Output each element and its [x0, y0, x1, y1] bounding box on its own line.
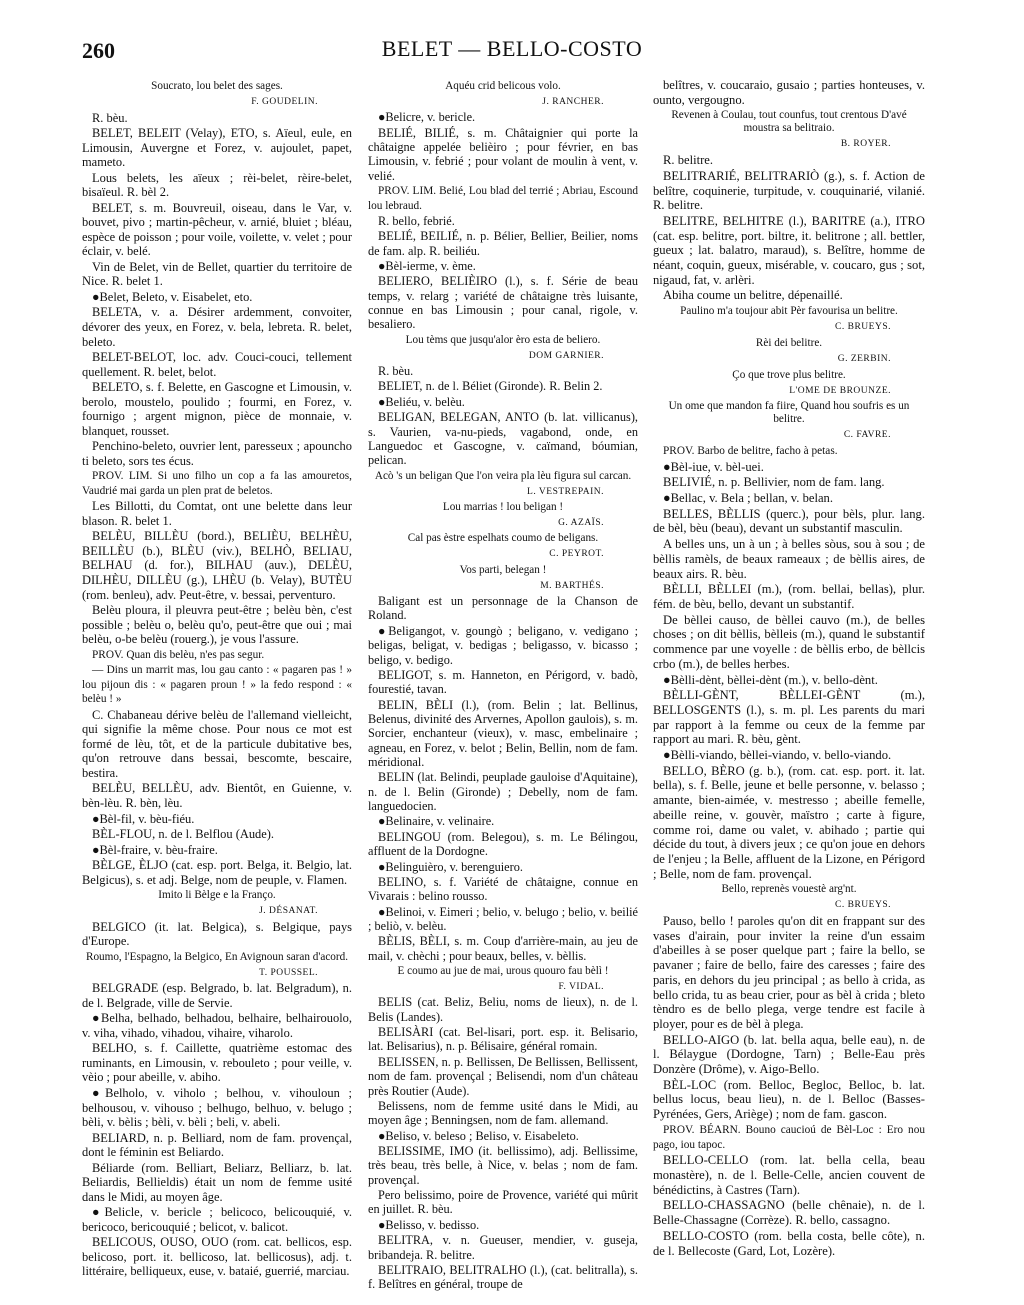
dictionary-entry: BELLO, BÈRO (g. b.), (rom. cat. esp. port. it. lat. bella), s. f. Belle, jeune et belle personne, v. belasso ; amante, bien-aimée, v. mestresso ; abeille femelle, abeille reine, v. gouvèr, maïstro ; carte à figure, comme roi, dame ou valet, v. abihado ; partie qui décide du tout, à divers jeux ; ce qu'on joue en dehors de l'enjeu ; la Belle, affluent de la Lizone, en Périgord ; Belle, nom de fam. provençal.	[653, 763, 926, 881]
citation-quote: Ço que trove plus belitre.	[732, 368, 846, 381]
citation-author: J. RANCHER.	[542, 97, 604, 107]
dictionary-entry: Lous belets, les aïeux ; rèi-belet, rèire-belet, bisaïeul. R. bèl 2.	[82, 170, 352, 200]
dictionary-entry: BELLO-COSTO (rom. bella costa, belle côte), n. de l. Bellecoste (Gard, Lot, Lozère).	[653, 1228, 925, 1258]
dictionary-entry: BELGRADE (esp. Belgrado, b. lat. Belgradum), n. de l. Belgrade, ville de Servie.	[82, 981, 352, 1010]
dictionary-entry: BELIN (lat. Belindi, peuplade gauloise d'Aquitaine), n. de l. Belin (Gironde) ; Debelly, nom de fam. languedocien.	[368, 770, 638, 814]
citation-author: F. GOUDELIN.	[251, 97, 318, 107]
dictionary-entry: BELIN, BÈLI (l.), (rom. Belin ; lat. Bellinus, Belenus, divinité des Arvernes, Apollon gaulois), s. m. Sorcier, enchanteur (vieux), v. masc, embelinaire ; agneau, en Forez, v. belot ; Belin, Bellin, nom de fam. méridional.	[368, 697, 638, 770]
citation-author: G. ZERBIN.	[837, 353, 891, 364]
dictionary-entry: R. belitre.	[663, 153, 714, 168]
dictionary-entry: BÈLLI, BÈLLEI (m.), (rom. bellai, bellas), plur. fém. de bèu, bello, devant un substantif.	[653, 582, 925, 611]
dictionary-entry: BÈLLI-GÈNT, BÈLLEI-GÈNT (m.), BELLOSGENTS (l.), s. m. pl. Les parents du mari par rapport à la femme ou ceux de la femme par rapport au mari. R. bèu, gènt.	[653, 688, 925, 747]
dictionary-entry: BELIÉ, BEILIÉ, n. p. Bélier, Bellier, Beilier, noms de fam. alp. R. beiliéu.	[368, 229, 638, 258]
dictionary-entry: De bèllei causo, de bèllei cauvo (m.), de belles choses ; on dit bèllis, bèlleis (m.), quand le substantif commence par une voyelle : de bèllis erbo, de bèllcis crbo (m.), de belles herbes.	[653, 612, 925, 671]
dictionary-entry: ●Belha, belhado, belhadou, belhaire, belhairouolo, v. viha, vihado, vihadou, vihaire, viharolo.	[82, 1011, 352, 1040]
dictionary-entry: Penchino-beleto, ouvrier lent, paresseux ; apouncho ti beleto, sors tes écus.	[82, 439, 352, 468]
dictionary-entry: ●Bèl-fil, v. bèu-fiéu.	[92, 811, 195, 826]
dictionary-entry: ●Belholo, v. viholo ; belhou, v. vihouloun ; belhousou, v. vihouso ; belhugo, belhuo, v. belugo ; bèli, v. bèlis ; bèli, v. bèli ; beli, v. abeli.	[82, 1086, 352, 1130]
citation-quote: Revenen à Coulau, tout counfus, tout crentous D'avé moustra sa belitraio.	[671, 109, 907, 135]
citation-author: T. POUSSEL.	[259, 967, 318, 978]
citation-quote: Aquéu crid belicous volo.	[445, 80, 561, 92]
dictionary-entry: ●Bèl-fraire, v. bèu-fraire.	[92, 842, 218, 857]
dictionary-entry: BELISÀRI (cat. Bel-lisari, port. esp. it. Belisario, lat. Belisarius), n. p. Bélisaire, général romain.	[368, 1025, 638, 1054]
dictionary-entry: BELIVIÉ, n. p. Bellivier, nom de fam. lang.	[663, 475, 885, 490]
dictionary-entry: A belles uns, un à un ; à belles sòus, sou à sou ; de bèllis ramèls, de beaux rameaux ; de bèllis aires, de beaux airs. R. bèu.	[653, 537, 925, 581]
dictionary-entry: BELIGAN, BELEGAN, ANTO (b. lat. villicanus), s. Vaurien, va-nu-pieds, vagabond, onde, en Languedoc et Gascogne, v. caïmand, bóumian, pelican.	[368, 410, 638, 468]
dictionary-entry: BELGICO (it. lat. Belgica), s. Belgique, pays d'Europe.	[82, 919, 352, 949]
dictionary-entry: ●Beligangot, v. goungò ; beligano, v. vedigano ; beligas, beligat, v. bedigas ; beligasso, v. bicasso ; beligo, v. bedigo.	[368, 623, 638, 667]
dictionary-entry: Abiha coume un belitre, dépenaillé.	[663, 288, 843, 303]
dictionary-entry: BELLES, BÈLLIS (querc.), pour bèls, plur. lang. de bèl, bèu (beau), devant un substantif masculin.	[653, 506, 925, 536]
citation-quote: Cal pas èstre espelhats coumo de beligans.	[407, 532, 599, 545]
dictionary-entry: Béliarde (rom. Belliart, Beliarz, Belliarz, b. lat. Beliardis, Bellieldis) était un nom de femme usité dans le Midi, au moyen âge.	[82, 1160, 352, 1204]
dictionary-entry: BELÈU, BELLÈU, adv. Bientôt, en Guienne, v. bèn-lèu. R. bèn, lèu.	[82, 781, 352, 810]
dictionary-entry: BELISSIME, IMO (it. bellissimo), adj. Bellissime, très beau, très belle, à Nice, v. belas ; nom de fam. provençal.	[368, 1144, 638, 1187]
dictionary-entry: BELIET, n. de l. Béliet (Gironde). R. Belin 2.	[378, 379, 603, 394]
dictionary-entry: ●Belisso, v. bedisso.	[378, 1217, 480, 1232]
citation-quote: Lou marrias ! lou beligan !	[442, 500, 564, 513]
dictionary-entry: ●Bèl-iue, v. bèl-uei.	[663, 459, 764, 474]
proverb: — Dins un marrit mas, lou gau canto : « pagaren pas ! » lou pijoun dis : « pagaren proun ! » la fedo respond : « belèu ! »	[82, 664, 352, 706]
dictionary-entry: BELINGOU (rom. Belegou), s. m. Le Bélingou, affluent de la Dordogne.	[368, 829, 638, 859]
dictionary-entry: BELITRAIO, BELITRALHO (l.), (cat. belitralla), s. f. Belîtres en général, troupe de	[368, 1262, 638, 1292]
citation-author: C. BRUEYS.	[835, 900, 891, 911]
proverb: PROV. Quan dis belèu, n'es pas segur.	[92, 648, 265, 661]
citation-author: L. VESTREPAIN.	[527, 486, 604, 497]
dictionary-entry: R. bello, febrié.	[378, 213, 455, 228]
dictionary-entry: ●Beliso, v. beleso ; Beliso, v. Eisabeleto.	[378, 1128, 579, 1143]
citation-author: DOM GARNIER.	[528, 350, 604, 361]
citation-author: C. BRUEYS.	[835, 322, 891, 333]
citation-author: B. ROYER.	[840, 139, 891, 150]
proverb: PROV. LIM. Belié, Lou blad del terrié ; Abriau, Escound lou lebraud.	[368, 185, 638, 212]
citation-author: J. DÉSANAT.	[259, 906, 318, 917]
dictionary-entry: R. bèu.	[92, 110, 128, 125]
dictionary-entry: BELIGOT, s. m. Hanneton, en Périgord, v. badò, fourestié, tavan.	[368, 667, 638, 697]
dictionary-entry: ●Belinoi, v. Eimeri ; belio, v. belugo ; belio, v. beilié ; beliò, v. belèu.	[368, 904, 638, 933]
dictionary-entry: BELITRA, v. n. Gueuser, mendier, v. guseja, bribandeja. R. belitre.	[368, 1233, 638, 1262]
citation-quote: Vos parti, belegan !	[459, 563, 547, 576]
dictionary-entry: Pero belissimo, poire de Provence, variété qui mûrit en juillet. R. bèu.	[368, 1188, 638, 1217]
citation-quote: Paulino m'a toujour abit Pèr favourisa un belitre.	[680, 305, 898, 318]
dictionary-entry: ●Bèlli-dènt, bèllei-dènt (m.), v. bello-dènt.	[663, 672, 878, 687]
dictionary-entry: BÈLGE, ÈLJO (cat. esp. port. Belga, it. Belgio, lat. Belgicus), s. et adj. Belge, nom de peuple, v. Flamen.	[82, 858, 352, 887]
dictionary-entry: BELITRARIÉ, BELITRARIÒ (g.), s. f. Action de belître, coquinerie, turpitude, v. couquinarié, vilanié. R. belitre.	[653, 168, 925, 213]
citation-quote: Un ome que mandon fa fiire, Quand hou soufris es un belitre.	[668, 400, 910, 426]
dictionary-entry: BÈL-FLOU, n. de l. Belflou (Aude).	[92, 827, 275, 842]
citation-quote: Roumo, l'Espagno, la Belgico, En Avignoun saran d'acord.	[85, 950, 349, 963]
dictionary-entry: ●Bellac, v. Bela ; bellan, v. belan.	[663, 491, 833, 506]
dictionary-entry: Belissens, nom de femme usité dans le Midi, au moyen âge ; Benningsen, nom de fam. allemand.	[368, 1098, 638, 1128]
dictionary-entry: ●Bèl-ierme, v. ème.	[378, 258, 476, 273]
dictionary-entry: BELETA, v. a. Désirer ardemment, convoiter, dévorer des yeux, en Forez, v. bela, lebreta. R. belet, beleto.	[82, 305, 352, 349]
citation-author: L'OME DE BROUNZE.	[789, 385, 891, 396]
citation-quote: Acò 's un beligan Que l'on veira pla lèu figura sul carcan.	[374, 469, 632, 482]
citation-quote: Rèi dei belitre.	[755, 336, 823, 349]
dictionary-entry: BELLO-AIGO (b. lat. bella aqua, belle eau), n. de l. Bélaygue (Dordogne, Tarn) ; Belle-Eau près Donzère (Drôme), v. Aigo-Bello.	[653, 1032, 925, 1077]
dictionary-entry: BELHO, s. f. Caillette, quatrième estomac des ruminants, en Limousin, v. rebouleto ; pour veille, v. vèio ; pour abeille, v. abiho.	[82, 1041, 352, 1085]
dictionary-entry: ●Belinaire, v. velinaire.	[378, 814, 495, 829]
dictionary-entry: Pauso, bello ! paroles qu'on dit en frappant sur des vases d'airain, pour inviter la reine d'un essaim d'abeilles à se poser quelque part ; faire la bello, se pavaner ; faire de bello, faire des caresses ; faire des paris, en dehors du jeu principal ; as bello à crida, as bello crida, tu as beau crier, pour as bèl à crida ; bleto tèndro es de bello plega, verge tendre est facile à ployer, pour es de bèl à plega.	[653, 914, 925, 1031]
dictionary-entry: BÈL-LOC (rom. Belloc, Begloc, Belloc, b. lat. bellus locus, beau lieu), n. de l. Belloc (Basses-Pyrénées, Gers, Ariège) ; nom de fam. gascon.	[653, 1077, 925, 1122]
dictionary-entry: BELLO-CHASSAGNO (belle chênaie), n. de l. Belle-Chassagne (Corrèze). R. bello, cassagno.	[653, 1198, 925, 1228]
dictionary-entry: Les Billotti, du Comtat, ont une belette dans leur blason. R. belet 1.	[82, 499, 352, 528]
dictionary-entry: ●Belinguièro, v. berenguiero.	[378, 859, 523, 874]
dictionary-entry: ●Belicle, v. bericle ; belicoco, belicouquié, v. bericoco, bericouquié ; belicot, v. balicot.	[82, 1205, 352, 1234]
dictionary-entry: C. Chabaneau dérive belèu de l'allemand vielleicht, qui signifie la même chose. Pour nous ce mot est formé de lèu, tôt, et de la particule dubitative bes, qu'on retrouve dans bessai, bescomte, bescaire, bestira.	[82, 707, 352, 780]
citation-quote: E coumo au jue de mai, urous quouro fau bèlì !	[397, 965, 609, 978]
dictionary-entry: ●Bèlli-viando, bèllei-viando, v. bello-viando.	[663, 748, 892, 763]
dictionary-entry: ●Belet, Beleto, v. Eisabelet, eto.	[92, 289, 253, 304]
dictionary-entry: ●Belicre, v. bericle.	[378, 110, 476, 125]
dictionary-entry: BELIÉ, BILIÉ, s. m. Châtaignier qui porte la châtaigne appelée belièiro ; pour février, en bas Limousin, v. febrié ; pour volant de moulin à vent, v. velié.	[368, 125, 638, 183]
citation-quote: Bello, reprenès vouestè arg'nt.	[721, 883, 857, 896]
column-left	[82, 78, 352, 1280]
dictionary-entry: BELET, s. m. Bouvreuil, oiseau, dans le Var, v. bouvet, pivo ; martin-pêcheur, v. arnié, bluiet ; bléau, espèce de poisson ; pour voile, voilette, v. velet ; pour éclair, v. belé.	[82, 200, 352, 259]
dictionary-entry: BELLO-CELLO (rom. lat. bella cella, beau monastère), n. de l. Belle-Celle, ancien couvent de bénédictins, à Castres (Tarn).	[653, 1153, 925, 1197]
citation-quote: Lou tèms que jusqu'alor èro esta de beliero.	[405, 333, 601, 346]
dictionary-entry: Belèu ploura, il pleuvra peut-être ; belèu bèn, c'est possible ; belèu o, belèu qu'o, peut-être que oui ; mai belèu, o-be belèu (rouerg.), je vous l'assure.	[82, 603, 352, 647]
dictionary-entry: belîtres, v. coucaraio, gusaio ; parties honteuses, v. ounto, vergougno.	[653, 78, 925, 107]
dictionary-entry: BELICOUS, OUSO, OUO (rom. cat. bellicos, esp. belicoso, port. it. bellicoso, lat. bellicosus), adj. t. littéraire, belliqueux, euse, v. bataié, guerrié, marciau.	[82, 1235, 352, 1279]
citation-author: C. PEYROT.	[549, 549, 604, 560]
dictionary-entry: BELINO, s. f. Variété de châtaigne, connue en Vivarais : belino rousso.	[368, 874, 638, 904]
dictionary-entry: BELISSEN, n. p. Bellissen, De Bellissen, Bellissent, nom de fam. provençal ; Belisendi, nom d'un château près Routier (Aude).	[368, 1054, 638, 1098]
citation-author: C. FAVRE.	[843, 430, 891, 441]
dictionary-entry: BELIERO, BELIÈIRO (l.), s. f. Série de beau temps, v. relarg ; variété de châtaigne très luisante, connue en bas Limousin ; pour canal, rigole, v. besaliero.	[368, 274, 638, 332]
dictionary-entry: BELIARD, n. p. Belliard, nom de fam. provençal, dont le féminin est Beliardo.	[82, 1130, 352, 1160]
proverb: PROV. Barbo de belitre, facho à petas.	[663, 444, 838, 457]
dictionary-entry: BELETO, s. f. Belette, en Gascogne et Limousin, v. berolo, moustelo, poulido ; fourmi, en Forez, v. fournigo ; argent mignon, pièce de monnaie, v. blanquet, rousset.	[82, 380, 352, 438]
dictionary-entry: R. bèu.	[378, 364, 414, 379]
dictionary-entry: BÈLIS, BÈLI, s. m. Coup d'arrière-main, au jeu de mail, v. chèchi ; pour beaux, belles, v. bèllis.	[368, 934, 638, 963]
dictionary-entry: BELIS (cat. Beliz, Beliu, noms de lieux), n. de l. Belis (Landes).	[368, 995, 638, 1024]
running-head: BELET — BELLO-COSTO	[381, 36, 643, 61]
column-middle	[368, 78, 638, 1293]
dictionary-entry: Baligant est un personnage de la Chanson de Roland.	[368, 594, 638, 623]
citation-quote: Imito li Bèlge e la Franço.	[158, 889, 276, 902]
dictionary-entry: BELET-BELOT, loc. adv. Couci-couci, tellement quellement. R. belet, belot.	[82, 350, 352, 379]
proverb: PROV. LIM. Si uno filho un cop a fa las amouretos, Vaudrié mai garda un plen prat de beletos.	[82, 470, 352, 497]
proverb: PROV. BÉARN. Bouno caucioú de Bèl-Loc : Ero nou pago, iou tapoc.	[653, 1123, 925, 1151]
dictionary-entry: BELITRE, BELHITRE (l.), BARITRE (a.), ITRO (cat. esp. belitre, port. biltre, it. belitrone ; all. bettler, gueux ; lat. balatro, maraud), s. Belître, homme de néant, coquin, gueux, misérable, v. coucaro, gus ; sot, nigaud, fat, v. arlèri.	[653, 213, 925, 287]
page-number: 260	[82, 38, 115, 63]
citation-author: M. BARTHÉS.	[540, 580, 604, 591]
dictionary-entry: BELET, BELEIT (Velay), ETO, s. Aïeul, eule, en Limousin, Auvergne et Forez, v. aujoulet, papet, mameto.	[82, 126, 352, 170]
dictionary-entry: BELÈU, BILLÈU (bord.), BELIÈU, BELHÈU, BEILLÈU (b.), BLÈU (viv.), BELHÒ, BELIAU, BELHAU (d. for.), BILHAU (auv.), DELÈU, DILHÈU, DILLÈU (g.), LHÈU (b. Velay), BUTÈU (rom. benleu), adv. Peut-être, v. bessai, perventuro.	[82, 529, 352, 602]
citation-quote: Soucrato, lou belet des sages.	[151, 80, 283, 92]
citation-author: G. AZAÏS.	[558, 517, 604, 528]
column-right	[653, 78, 925, 1259]
dictionary-entry: ●Beliéu, v. belèu.	[378, 394, 465, 409]
dictionary-entry: Vin de Belet, vin de Bellet, quartier du territoire de Nice. R. belet 1.	[82, 259, 352, 289]
citation-author: F. VIDAL.	[558, 982, 604, 993]
